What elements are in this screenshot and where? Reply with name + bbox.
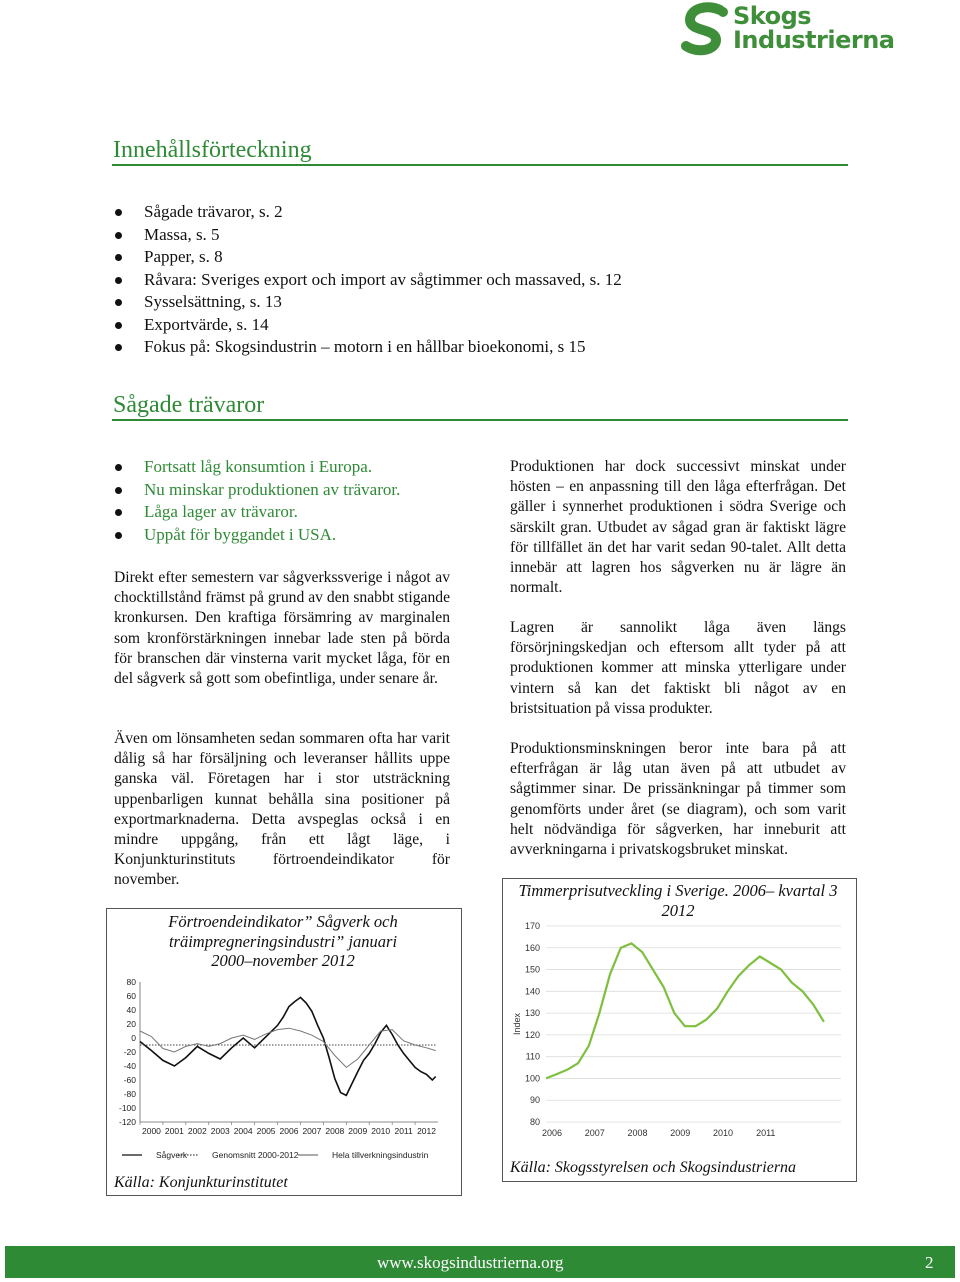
confidence-chart-source: Källa: Konjunkturinstitutet xyxy=(114,1174,288,1191)
y-tick-label: 130 xyxy=(524,1008,540,1019)
toc-item: Massa, s. 5 xyxy=(114,224,814,247)
footer-url[interactable]: www.skogsindustrierna.org xyxy=(377,1253,564,1272)
x-tick-label: 2006 xyxy=(541,1128,563,1138)
plot-area xyxy=(546,926,841,1122)
section-heading: Sågade trävaror xyxy=(113,392,265,418)
timber-chart-source: Källa: Skogsstyrelsen och Skogsindustrierna xyxy=(510,1159,797,1176)
y-tick-label: 20 xyxy=(126,1019,136,1029)
toc-item: Råvara: Sveriges export och import av sågtimmer och massaved, s. 12 xyxy=(114,269,814,292)
toc-rule xyxy=(112,164,848,166)
logo-wordmark: Skogs Industrierna xyxy=(733,2,895,54)
y-tick-label: 80 xyxy=(126,977,136,987)
y-tick-label: 80 xyxy=(529,1117,540,1127)
y-tick-label: -100 xyxy=(118,1103,136,1113)
x-tick-label: 2007 xyxy=(584,1128,605,1138)
y-tick-label: 120 xyxy=(524,1029,540,1040)
y-tick-label: 140 xyxy=(524,986,540,997)
toc-item: Papper, s. 8 xyxy=(114,246,814,269)
highlight-item: Uppåt för byggandet i USA. xyxy=(114,524,474,547)
legend-label: Hela tillverkningsindustrin xyxy=(332,1150,429,1160)
series-line-0 xyxy=(140,997,436,1095)
x-tick-label: 2010 xyxy=(371,1126,391,1136)
x-tick-label: 2006 xyxy=(279,1126,299,1136)
y-tick-label: 170 xyxy=(524,921,540,931)
highlight-item: Låga lager av trävaror. xyxy=(114,501,474,524)
y-tick-label: 0 xyxy=(131,1033,136,1043)
highlight-item: Fortsatt låg konsumtion i Europa. xyxy=(114,456,474,479)
confidence-chart-title: Förtroendeindikator” Sågverk och träimpregneringsindustri” januari 2000–november 2012 xyxy=(168,912,398,970)
toc-item: Exportvärde, s. 14 xyxy=(114,314,814,337)
y-tick-label: -40 xyxy=(123,1061,136,1071)
x-tick-label: 2004 xyxy=(233,1126,253,1136)
toc-item: Sågade trävaror, s. 2 xyxy=(114,201,814,224)
x-tick-label: 2011 xyxy=(756,1128,776,1138)
x-tick-label: 2001 xyxy=(164,1126,184,1136)
x-tick-label: 2000 xyxy=(142,1126,161,1136)
x-tick-label: 2010 xyxy=(712,1128,734,1138)
legend-label: Genomsnitt 2000-2012 xyxy=(212,1150,299,1160)
y-tick-label: 60 xyxy=(126,991,136,1001)
toc-list xyxy=(114,201,814,359)
x-tick-label: 2005 xyxy=(256,1126,276,1136)
section-rule xyxy=(112,419,848,421)
x-tick-label: 2003 xyxy=(210,1126,230,1136)
toc-item: Fokus på: Skogsindustrin – motorn i en hållbar bioekonomi, s 15 xyxy=(114,336,814,359)
highlights-list xyxy=(114,456,474,546)
x-tick-label: 2007 xyxy=(302,1126,322,1136)
timber-chart-title: Timmerprisutveckling i Sverige. 2006– kvartal 3 2012 xyxy=(518,881,838,920)
confidence-chart xyxy=(108,972,458,1168)
y-tick-label: -120 xyxy=(118,1117,136,1127)
y-tick-label: -80 xyxy=(123,1089,136,1099)
y-tick-label: 90 xyxy=(529,1095,540,1106)
right-paragraph-2: Lagren är sannolikt låga även längs försörjningskedjan och eftersom allt tyder på att produktionen kommer att minska ytterligare under vintern så kan det faktiskt bli något av en bristsituation på vissa produkter. xyxy=(510,619,846,717)
y-tick-label: 100 xyxy=(524,1073,540,1084)
page-number: 2 xyxy=(925,1253,934,1272)
x-tick-label: 2012 xyxy=(417,1126,436,1136)
right-paragraph-1: Produktionen har dock successivt minskat under hösten – en anpassning till den låga efterfrågan. Det gäller i synnerhet produktionen i södra Sverige och särskilt gran. Utbudet av sågad gran är faktiskt lägre för tillfället än det har varit sedan 90-talet. Allt detta innebär att lagren hos sågverken nu är lägre än normalt. xyxy=(510,458,846,597)
x-tick-label: 2002 xyxy=(187,1126,207,1136)
timber-chart xyxy=(506,918,851,1140)
y-tick-label: 40 xyxy=(126,1005,136,1015)
legend-label: Sågverk xyxy=(156,1150,188,1160)
toc-item: Sysselsättning, s. 13 xyxy=(114,291,814,314)
x-tick-label: 2009 xyxy=(348,1126,368,1136)
y-tick-label: -20 xyxy=(123,1047,136,1057)
right-paragraph-3: Produktionsminskningen beror inte bara på att efterfrågan är låg utan även på att utbudet av sågtimmer sinar. De prissänkningar på timmer som genomförts under året (se diagram), och som varit helt nödvändiga för sågverken, har inneburit att avverkningarna i privatskogsbruket minskat. xyxy=(510,740,846,859)
x-tick-label: 2011 xyxy=(394,1126,413,1136)
y-tick-label: 150 xyxy=(524,964,540,975)
x-tick-label: 2008 xyxy=(627,1128,648,1138)
y-axis-label: Index xyxy=(512,1012,522,1036)
y-tick-label: 110 xyxy=(525,1051,540,1062)
x-tick-label: 2008 xyxy=(325,1126,345,1136)
y-tick-label: 160 xyxy=(524,942,540,953)
highlight-item: Nu minskar produktionen av trävaror. xyxy=(114,479,474,502)
y-tick-label: -60 xyxy=(123,1075,136,1085)
x-tick-label: 2009 xyxy=(670,1128,691,1138)
left-paragraph-1: Direkt efter semestern var sågverkssverige i något av chocktillstånd främst på grund av den snabbt stigande kronkursen. Den kraftiga försämring av marginalen som kronförstärkningen innebar lade sten på börda för branschen där vinsterna varit mycket låga, för en del sågverk så gott som obefintliga, under senare år. xyxy=(114,569,450,688)
toc-heading: Innehållsförteckning xyxy=(113,137,312,163)
left-paragraph-2: Även om lönsamheten sedan sommaren ofta har varit dålig så har försäljning och leveranser hållits uppe ganska väl. Företagen har i stor utsträckning uppenbarligen kunnat behålla sina positioner på exportmarknaderna. Detta avspeglas också i en mindre uppgång, från ett lågt läge, i Konjunkturinstituts förtroendeindikator för november. xyxy=(114,730,450,889)
